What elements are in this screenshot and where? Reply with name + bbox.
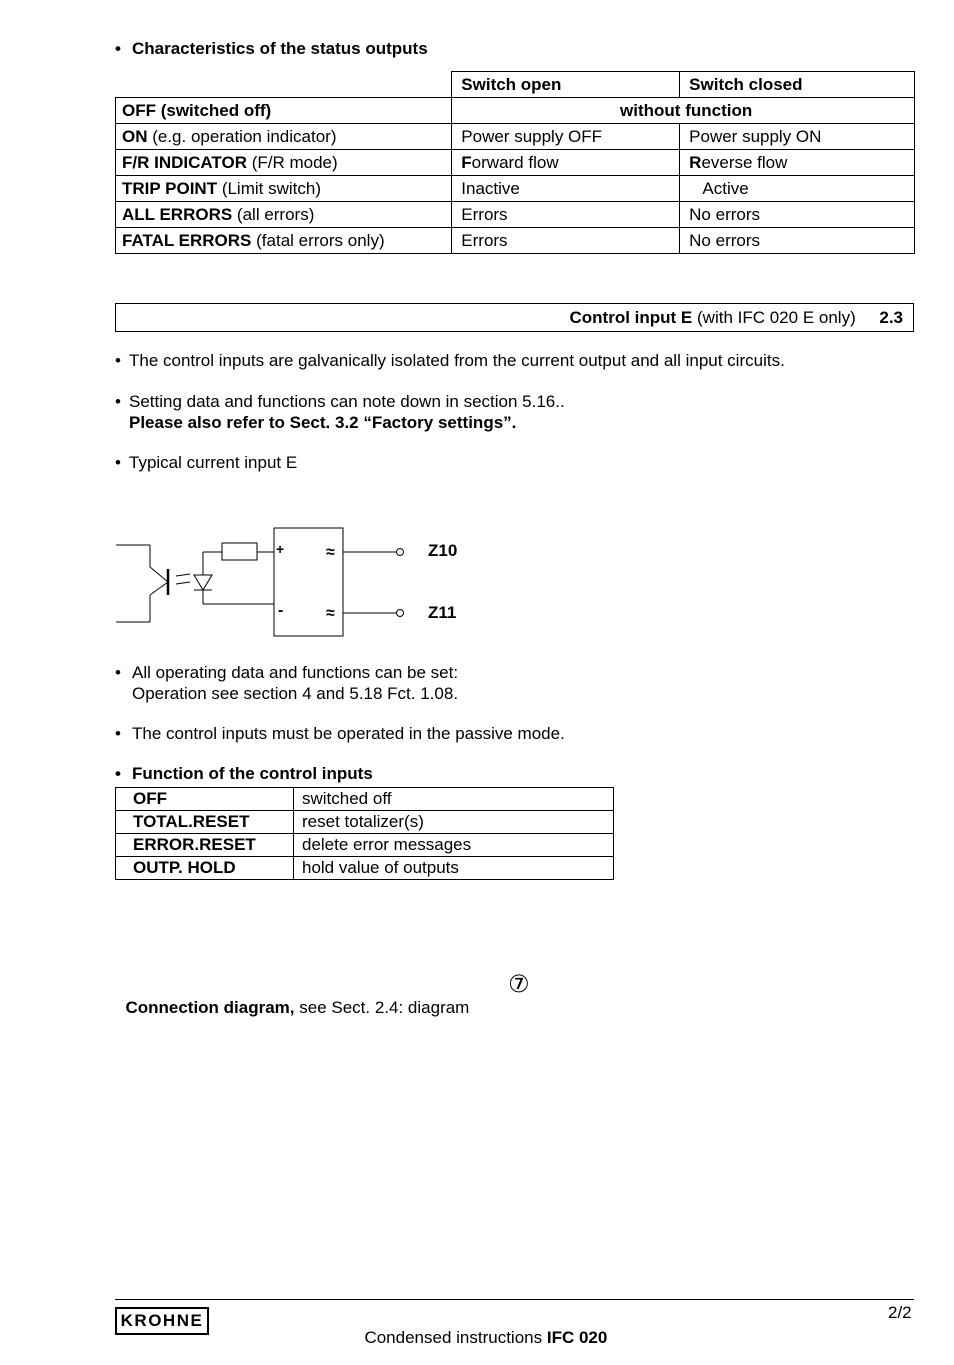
bullet-all-data: • All operating data and functions can be set: Operation see section 4 and 5.18 Fct. 1.08. (115, 663, 459, 703)
terminal-z11-label: Z11 (428, 603, 457, 622)
table-row (116, 811, 614, 834)
bullet-icon: • (115, 351, 121, 370)
approx-sign-bottom: ≈ (326, 605, 335, 622)
cell-open: Forward flow (452, 150, 680, 176)
cell-closed: Reverse flow (680, 150, 915, 176)
plus-sign: + (276, 541, 285, 557)
bullet-icon: • (115, 724, 121, 743)
cell-closed: No errors (680, 228, 915, 254)
footer-title: Condensed instructions IFC 020 (364, 1328, 608, 1347)
cell-closed: Power supply ON (680, 124, 915, 150)
bullet-icon: • (115, 392, 121, 411)
row-label: ON (e.g. operation indicator) (116, 124, 452, 150)
without-function-cell: without function (452, 98, 915, 124)
section-header-box (115, 303, 914, 332)
bullet-typical: • Typical current input E (115, 453, 298, 472)
control-input-functions-table (115, 787, 614, 880)
section-number: 2.3 (879, 308, 903, 327)
function-heading: • Function of the control inputs (115, 764, 373, 783)
function-key: OFF (116, 788, 294, 811)
function-value: reset totalizer(s) (294, 811, 614, 834)
cell-open: Errors (452, 202, 680, 228)
function-value: delete error messages (294, 834, 614, 857)
row-label: F/R INDICATOR (F/R mode) (116, 150, 452, 176)
cell-open: Errors (452, 228, 680, 254)
bullet-icon: • (115, 39, 121, 58)
row-label: FATAL ERRORS (fatal errors only) (116, 228, 452, 254)
current-input-circuit-diagram (110, 522, 490, 644)
bullet-icon: • (115, 453, 121, 472)
bullet-setting: • Setting data and functions can note down in section 5.16.. Please also refer to Sect. 3.2 “Factory settings”. (115, 392, 565, 432)
terminal-z10-icon (397, 549, 404, 556)
table-row (116, 124, 915, 150)
footer-divider (115, 1299, 914, 1300)
bullet-passive: • The control inputs must be operated in the passive mode. (115, 724, 565, 743)
connection-diagram-reference: Connection diagram, see Sect. 2.4: diagram (125, 998, 470, 1017)
table-row (116, 150, 915, 176)
row-label: TRIP POINT (Limit switch) (116, 176, 452, 202)
function-key: ERROR.RESET (116, 834, 294, 857)
cell-open: Power supply OFF (452, 124, 680, 150)
led-diode-icon (194, 575, 212, 590)
cell-open: Inactive (452, 176, 680, 202)
table-row (116, 98, 915, 124)
row-label: ALL ERRORS (all errors) (116, 202, 452, 228)
bullet-galvanic: • The control inputs are galvanically isolated from the current output and all input circuits. (115, 351, 785, 370)
minus-sign: - (278, 602, 284, 619)
col-switch-open: Switch open (452, 72, 680, 98)
table-header-row (116, 72, 915, 98)
status-outputs-table (115, 71, 915, 254)
status-outputs-heading: • Characteristics of the status outputs (115, 39, 428, 58)
table-row (116, 834, 614, 857)
table-row (116, 788, 614, 811)
table-row (116, 228, 915, 254)
resistor-icon (222, 543, 257, 560)
diagram-number-icon: ⑦ (508, 970, 530, 998)
bullet-icon: • (115, 764, 121, 783)
bullet-icon: • (115, 663, 121, 682)
row-label: OFF (switched off) (116, 98, 452, 124)
krohne-logo: KROHNE (115, 1307, 209, 1335)
table-row (116, 857, 614, 880)
terminal-z10-label: Z10 (428, 541, 458, 560)
table-row (116, 176, 915, 202)
table-row (116, 202, 915, 228)
col-switch-closed: Switch closed (680, 72, 915, 98)
section-title: Control input E (with IFC 020 E only) 2.3 (569, 308, 903, 327)
approx-sign-top: ≈ (326, 544, 335, 561)
terminal-z11-icon (397, 610, 404, 617)
cell-closed: Active (680, 176, 915, 202)
function-key: TOTAL.RESET (116, 811, 294, 834)
page-number: 2/2 (888, 1303, 912, 1322)
cell-closed: No errors (680, 202, 915, 228)
function-value: switched off (294, 788, 614, 811)
function-value: hold value of outputs (294, 857, 614, 880)
function-key: OUTP. HOLD (116, 857, 294, 880)
